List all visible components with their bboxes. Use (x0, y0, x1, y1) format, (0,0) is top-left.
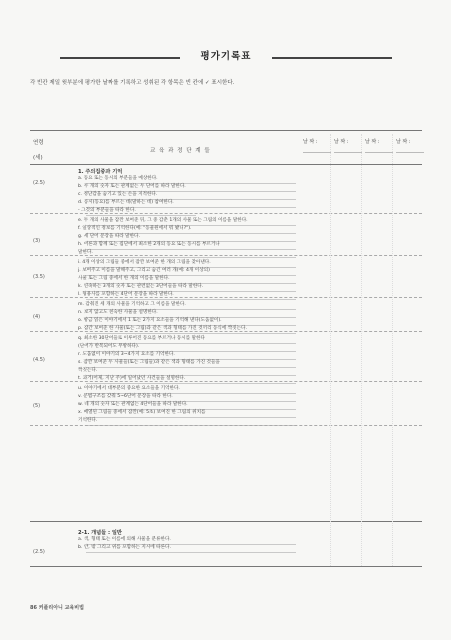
page-title: 평가기록표 (200, 51, 252, 62)
criterion-item: o. 방금 읽은 이야기에서 1 또는 2가지 요소들을 기억해 낸다(도움없이). (78, 318, 222, 323)
group-divider (30, 297, 422, 298)
age-label: (3.5) (33, 274, 45, 280)
criterion-item: h. 어른과 함께 또는 집단에서 최소한 2개의 동요 또는 동시를 부르거나 (78, 242, 220, 247)
criterion-item: k. 연속하는 3개의 숫자 또는 관련없는 3단어들을 따라 말한다. (78, 284, 204, 289)
criterion-underline (86, 333, 296, 334)
criterion-underline (86, 417, 296, 418)
table-bottom-rule (30, 566, 422, 567)
group-divider (30, 331, 422, 332)
header-top-rule (30, 130, 422, 131)
section-heading-1: 1. 주의집중과 기억 (78, 169, 123, 175)
criterion-item: q. 최소한 30단어들로 이루어진 동요를 부르거나 동시를 말한다 (78, 336, 205, 341)
age-label: (2.5) (33, 549, 45, 555)
age-header: 연령 (33, 140, 44, 146)
criterion-item: g. 세 단어 문장을 따라 말한다. (78, 234, 140, 239)
criterion-item: e. 두 개의 사물을 잠깐 보여준 뒤, 그 중 감춘 1개의 사물 또는 그림의 이름을 말한다. (78, 218, 248, 223)
date-field-1[interactable]: 날 짜 : (303, 138, 331, 153)
criterion-underline (86, 367, 296, 368)
criterion-underline (86, 383, 296, 384)
date-column-divider (392, 134, 393, 566)
group-divider (30, 255, 422, 256)
section2-top-rule (30, 521, 422, 522)
criterion-item: a. 색, 형태 또는 이름에 의해 사물을 분류한다. (78, 537, 171, 542)
criterion-item: u. 이야기에서 대부분의 중요한 요소들을 기억한다. (78, 386, 180, 391)
criterion-item: w. 네 개의 숫자 또는 관계없는 4단어들을 따라 말한다. (78, 402, 188, 407)
page-footer: 86 커플리아니 교육비법 (30, 605, 84, 611)
group-divider (30, 425, 422, 426)
title-rule-right (272, 57, 392, 59)
date-column-divider (330, 134, 331, 566)
criterion-item: l. 형용사를 포함하는 4단어 문장을 따라 말한다. (78, 292, 174, 297)
criterion-item: v. 문법구조를 갖춰 5~6단어 문장을 따라 한다. (78, 394, 173, 399)
age-label: (4.5) (33, 357, 45, 363)
age-unit: (세) (33, 155, 43, 161)
criterion-item: f. 일상적인 정보를 기억한다(예: "동물원에서 뭐 봤니?"). (78, 226, 192, 231)
section-heading-2: 2-1. 개념들 : 일반 (78, 530, 122, 536)
criterion-item: x. 배열된 그림들 중에서 잠깐(예: 5초) 보여진 한 그림의 위치를 (78, 410, 206, 415)
criterion-item: 사물 또는 그림 중에서 한 개의 이름을 말한다. (78, 276, 170, 281)
criterion-underline (86, 249, 296, 250)
criterion-item: n. 보지 않고도 친숙한 사물을 설명한다. (78, 310, 158, 315)
age-label: (4) (33, 314, 41, 320)
date-field-4[interactable]: 날 짜 : (396, 138, 424, 153)
age-label: (3) (33, 238, 41, 244)
criterion-underline (86, 215, 196, 216)
date-field-3[interactable]: 날 짜 : (365, 138, 393, 153)
criterion-item: 말한다. (78, 250, 93, 255)
age-label: (2.5) (33, 180, 45, 186)
intro-text: 각 빈칸 제일 윗부분에 평가한 날짜를 기록하고 성취된 각 항목은 빈 칸에 ✓ 표시한다. (30, 80, 235, 86)
criterion-underline (86, 299, 296, 300)
criterion-item: 짝짓는다. (78, 368, 98, 373)
criterion-item: i. 4개 이상의 그림들 중에서 잠깐 보여준 한 개의 그림을 찾아낸다. (78, 260, 211, 265)
title-rule-left (60, 57, 180, 59)
criterion-item: t. 과거(어제, 지난 주)에 일어났던 사건들을 설명한다. (78, 376, 186, 381)
criterion-item: m. 감춰진 세 개의 사물을 기억하고 그 이름을 말한다. (78, 302, 186, 307)
criterion-item: b. 두 개의 숫자 또는 관계없는 두 단어를 따라 말한다. (78, 184, 186, 189)
criterion-item: r. 도움없이 이야기의 3~4가지 요소를 기억한다. (78, 352, 175, 357)
criterion-item: d. 동시(동요)를 부르는 데(말하는 데) 참여한다. (78, 200, 174, 205)
criterion-item: 기억한다. (78, 418, 98, 423)
header-bottom-rule (30, 164, 422, 165)
date-column-divider (361, 134, 362, 566)
criterion-underline (86, 257, 296, 258)
criteria-header: 교 육 과 정 단 계 들 (150, 148, 211, 154)
criterion-item: j. 보여주고 이름을 말해주고, 그리고 숨긴 여러 개(예: 4개 이상의) (78, 268, 210, 273)
criterion-item: (단어가 반복되어도 무방하다). (78, 344, 140, 349)
criterion-item: c. 정난감을 숨기고 있는 손을 지적한다. (78, 192, 158, 197)
criterion-item: b. 안, 밖 그리고 위를 포함하는 지시에 따른다. (78, 545, 171, 550)
date-field-2[interactable]: 날 짜 : (334, 138, 362, 153)
group-divider (30, 381, 422, 382)
age-label: (5) (33, 403, 41, 409)
group-divider (30, 213, 422, 214)
criterion-item: s. 잠깐 보여준 두 사물들(또는 그림들)과 같은 색과 형태를 가진 것들을 (78, 360, 220, 365)
page-title-block (0, 46, 451, 68)
criterion-item: p. 잠간 보여준 한 사물(또는 그림)과 같은 색과 형태를 가진 것끼리 동식에 짝짓는다. (78, 326, 247, 331)
criterion-underline (86, 552, 296, 553)
criterion-item: - 그것의 부분들을 따라 한다. (78, 208, 136, 213)
criterion-item: a. 동요 또는 동시의 부분들을 예상한다. (78, 176, 158, 181)
